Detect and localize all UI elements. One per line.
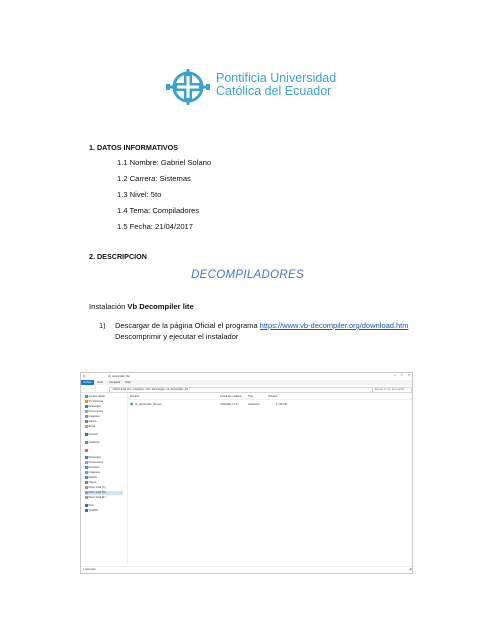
nav-item[interactable]: Disco local (E:) (85, 496, 106, 500)
section-heading-descripcion: 2. DESCRIPCION (89, 252, 147, 261)
forward-arrow-icon[interactable]: → (89, 386, 93, 390)
nav-item[interactable]: Vb Sistemas (85, 400, 103, 404)
nav-item[interactable]: Red (85, 504, 93, 508)
address-path[interactable]: › Disco local (C:) › Usuarios › Vls › Descargas › vb_decompiler_lite (109, 387, 373, 393)
install-program-name: Vb Decompiler lite (127, 302, 194, 311)
section-heading-datos: 1. DATOS INFORMATIVOS (89, 143, 179, 152)
tab-inicio[interactable]: Inicio (97, 381, 104, 384)
search-input[interactable]: Buscar en vb_decompiler... (372, 387, 412, 393)
info-fecha: 1.5 Fecha: 21/04/2017 (117, 222, 193, 231)
column-tipo[interactable]: Tipo (248, 395, 253, 398)
column-fecha[interactable]: Fecha de modifica... (220, 395, 244, 398)
exe-icon: ▣ (130, 402, 134, 406)
nav-item-selected[interactable]: Disco local (D:) (85, 491, 123, 495)
navigation-pane (81, 393, 128, 563)
column-nombre[interactable]: Nombre (130, 395, 140, 398)
status-text: 1 elemento (83, 568, 96, 571)
nav-item[interactable]: VALDRI (85, 509, 98, 513)
nav-item[interactable]: Escritorio (85, 466, 99, 470)
explorer-window-title: vb_decompiler_lite (108, 374, 130, 378)
nav-item[interactable]: Bingo (85, 425, 95, 429)
file-date: 27/04/2017 0:17 (220, 403, 239, 406)
nav-item[interactable]: Dropbox (85, 433, 98, 437)
nav-item[interactable]: OneDrive (85, 441, 99, 445)
column-tamano[interactable]: Tamaño (268, 395, 278, 398)
tab-vista[interactable]: Vista (125, 381, 131, 384)
nav-item[interactable]: Documentos (85, 410, 103, 414)
nav-item[interactable]: Videos (85, 481, 96, 485)
tab-archivo[interactable]: Archivo (83, 381, 92, 384)
document-title: DECOMPILADORES (191, 269, 304, 281)
minimize-icon[interactable]: – (394, 373, 396, 377)
folder-icon: ▮ (83, 374, 85, 378)
file-size: 1.725 KB (276, 403, 287, 406)
maximize-icon[interactable]: □ (400, 373, 403, 377)
nav-item[interactable]: Disco local (C:) (85, 486, 106, 490)
file-name: vb_decompiler_lite.exe (135, 403, 162, 406)
nav-item[interactable] (85, 449, 89, 453)
step-text (115, 320, 415, 342)
nav-item[interactable]: Acceso rápido (85, 395, 105, 399)
file-row[interactable] (128, 402, 412, 407)
info-nivel: 1.3 Nivel: 5to (117, 190, 162, 199)
nav-item[interactable]: Descargas (85, 405, 101, 409)
up-arrow-icon[interactable]: ↑ (95, 386, 97, 390)
nav-item[interactable]: Descargas (85, 456, 101, 460)
step-number: 1) (99, 321, 106, 330)
download-link[interactable]: https://www.vb-decompiler.org/download.htm (259, 321, 409, 330)
university-name (216, 72, 336, 98)
ribbon-tabs (81, 380, 412, 385)
status-bar (81, 566, 413, 573)
back-arrow-icon[interactable]: ← (83, 386, 87, 390)
explorer-screenshot (80, 372, 413, 574)
university-name-line2: Católica del Ecuador (216, 84, 332, 98)
info-nombre: 1.1 Nombre: Gabriel Solano (117, 158, 212, 167)
address-bar (81, 386, 412, 393)
tab-compartir[interactable]: Compartir (109, 381, 121, 384)
file-type: Aplicación (248, 403, 260, 406)
step-text-after: Descomprimir y ejecutar el instalador (115, 332, 239, 341)
nav-item[interactable]: Imágenes (85, 471, 100, 475)
info-carrera: 1.2 Carrera: Sistemas (117, 174, 191, 183)
nav-item[interactable]: Música (85, 476, 97, 480)
step-text-before: Descargar de la página Oficial el programa (115, 321, 260, 330)
nav-item[interactable]: Videos (85, 420, 96, 424)
nav-item[interactable]: Imágenes (85, 415, 100, 419)
close-icon[interactable]: × (407, 373, 410, 377)
install-line (89, 302, 194, 311)
nav-item[interactable]: Documentos (85, 461, 103, 465)
view-toggle-icon[interactable]: ▦ (409, 568, 412, 571)
university-name-line1: Pontificia Universidad (216, 71, 337, 85)
install-prefix: Instalación (89, 302, 128, 311)
file-list-header (128, 394, 412, 400)
info-tema: 1.4 Tema: Compiladores (117, 206, 200, 215)
